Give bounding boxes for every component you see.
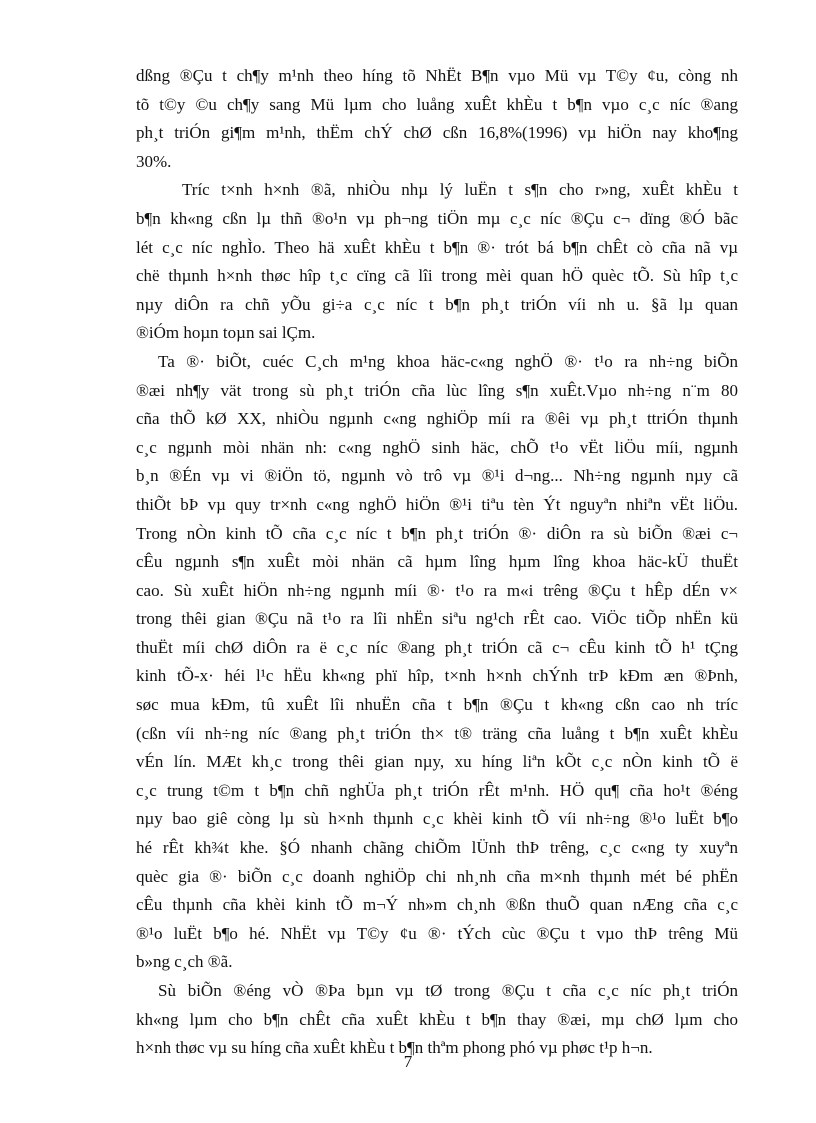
text-line: cña thÕ kØ XX, nhiÒu ngµnh c«ng nghiÖp míi ra ®êi vµ ph¸t ttriÓn thµnh bbox=[136, 409, 738, 429]
text-line: Sù biÕn ®éng vÒ ®Þa bµn vµ tØ trong ®Çu t cña c¸c níc ph¸t triÓn bbox=[158, 981, 738, 1000]
text-line: cÊu thµnh cña khèi kinh tÕ m¬Ý nh»m ch¸nh ®ßn thuÕ quan nÆng cña c¸c bbox=[136, 895, 738, 915]
text-line: lét c¸c níc nghÌo. Theo hä xuÊt khÈu t b¶n ®· trót bá b¶n chÊt cò cña nã vµ bbox=[136, 237, 738, 257]
text-line: søc mua kÐm, tû xuÊt lîi nhuËn cña t b¶n ®Çu t kh«ng cßn cao nh tríc bbox=[136, 695, 738, 715]
text-line: trong thêi gian ®Çu nã t¹o ra lîi nhËn siªu ng¹ch rÊt cao. ViÖc tiÕp nhËn kü bbox=[136, 609, 738, 629]
text-line: kinh tÕ-x· héi l¹c hËu kh«ng phï hîp, t×nh h×nh chÝnh trÞ kÐm æn ®Þnh, bbox=[136, 666, 738, 686]
text-line: quèc gia ®· biÕn c¸c doanh nghiÖp chi nh¸nh cña m×nh thµnh mét bé phËn bbox=[136, 866, 738, 886]
text-line: Ta ®· biÕt, cuéc C¸ch m¹ng khoa häc-c«ng nghÖ ®· t¹o ra nh÷ng biÕn bbox=[158, 351, 738, 371]
text-line: 30%. bbox=[136, 151, 172, 171]
text-line: Trong nÒn kinh tÕ cña c¸c níc t b¶n ph¸t triÓn ®· diÔn ra sù biÕn ®æi c¬ bbox=[136, 523, 738, 543]
text-line: ®æi nh¶y vät trong sù ph¸t triÓn cña lùc lîng s¶n xuÊt.Vµo nh÷ng n¨m 80 bbox=[136, 380, 738, 400]
text-line: hé rÊt kh¾t khe. §Ó nhanh chãng chiÕm lÜnh thÞ trêng, c¸c c«ng ty xuyªn bbox=[136, 838, 738, 858]
text-line: nµy bao giê còng lµ sù h×nh thµnh c¸c khèi kinh tÕ víi nh÷ng ®¹o luËt b¶o bbox=[136, 809, 738, 829]
text-line: vÉn lín. MÆt kh¸c trong thêi gian nµy, xu híng liªn kÕt c¸c nÒn kinh tÕ ë bbox=[136, 752, 738, 772]
text-line: ®iÓm hoµn toµn sai lÇm. bbox=[136, 323, 316, 343]
text-line: nµy diÔn ra chñ yÕu gi÷a c¸c níc t b¶n ph¸t triÓn víi nh u. §ã lµ quan bbox=[136, 294, 738, 314]
text-line: b¶n kh«ng cßn lµ thñ ®o¹n vµ ph¬ng tiÖn mµ c¸c níc ®Çu c¬ dïng ®Ó bãc bbox=[136, 208, 738, 228]
text-line: chë thµnh h×nh thøc hîp t¸c cïng cã lîi trong mèi quan hÖ quèc tÕ. Sù hîp t¸c bbox=[136, 266, 738, 286]
paragraph bbox=[136, 62, 738, 176]
paragraph bbox=[136, 977, 738, 1063]
text-line: Tríc t×nh h×nh ®ã, nhiÒu nhµ lý luËn t s¶n cho r»ng, xuÊt khÈu t bbox=[182, 180, 738, 200]
text-line: cao. Sù xuÊt hiÖn nh÷ng ngµnh míi ®· t¹o ra m«i trêng ®Çu t hÊp dÉn v× bbox=[136, 580, 738, 600]
text-line: b¸n ®Én vµ vi ®iÖn tö, ngµnh vò trô vµ ®¹i d¬ng... Nh÷ng ngµnh nµy cã bbox=[136, 466, 738, 486]
text-line: c¸c trung t©m t b¶n chñ nghÜa ph¸t triÓn rÊt m¹nh. HÖ qu¶ cña ho¹t ®éng bbox=[136, 780, 738, 800]
text-line: ph¸t triÓn gi¶m m¹nh, thËm chÝ chØ cßn 16,8%(1996) vµ hiÖn nay kho¶ng bbox=[136, 123, 738, 143]
page-number: 7 bbox=[403, 1052, 413, 1071]
paragraph bbox=[136, 176, 738, 348]
text-line: (cßn víi nh÷ng níc ®ang ph¸t triÓn th× t® träng cña luång t b¶n xuÊt khÈu bbox=[136, 723, 738, 743]
text-line: cÊu ngµnh s¶n xuÊt mòi nhän cã hµm lîng hµm lîng khoa häc-kÜ thuËt bbox=[136, 552, 738, 572]
text-line: thuËt míi chØ diÔn ra ë c¸c níc ®ang ph¸t triÓn cã c¬ cÊu kinh tÕ h¹ tÇng bbox=[136, 637, 738, 657]
text-line: h×nh thøc vµ su híng cña xuÊt khÈu t b¶n thªm phong phó vµ phøc t¹p h¬n. bbox=[136, 1038, 653, 1058]
text-line: ®¹o luËt b¶o hé. NhËt vµ T©y ¢u ®· tÝch cùc ®Çu t vµo thÞ trêng Mü bbox=[136, 923, 738, 943]
text-line: thiÕt bÞ vµ quy tr×nh c«ng nghÖ hiÖn ®¹i tiªu tèn Ýt nguyªn nhiªn vËt liÖu. bbox=[136, 494, 738, 514]
text-line: b»ng c¸ch ®ã. bbox=[136, 952, 233, 972]
text-line: tõ t©y ©u ch¶y sang Mü lµm cho luång xuÊt khÈu t b¶n vµo c¸c níc ®ang bbox=[136, 94, 738, 114]
document-body bbox=[136, 62, 738, 1063]
text-line: c¸c ngµnh mòi nhän nh: c«ng nghÖ sinh häc, chÕ t¹o vËt liÖu míi, ngµnh bbox=[136, 437, 738, 457]
text-line: dßng ®Çu t ch¶y m¹nh theo híng tõ NhËt B¶n vµo Mü vµ T©y ¢u, còng nh bbox=[136, 66, 738, 85]
paragraph bbox=[136, 348, 738, 977]
text-line: kh«ng lµm cho b¶n chÊt cña xuÊt khÈu t b¶n thay ®æi, mµ chØ lµm cho bbox=[136, 1009, 738, 1029]
